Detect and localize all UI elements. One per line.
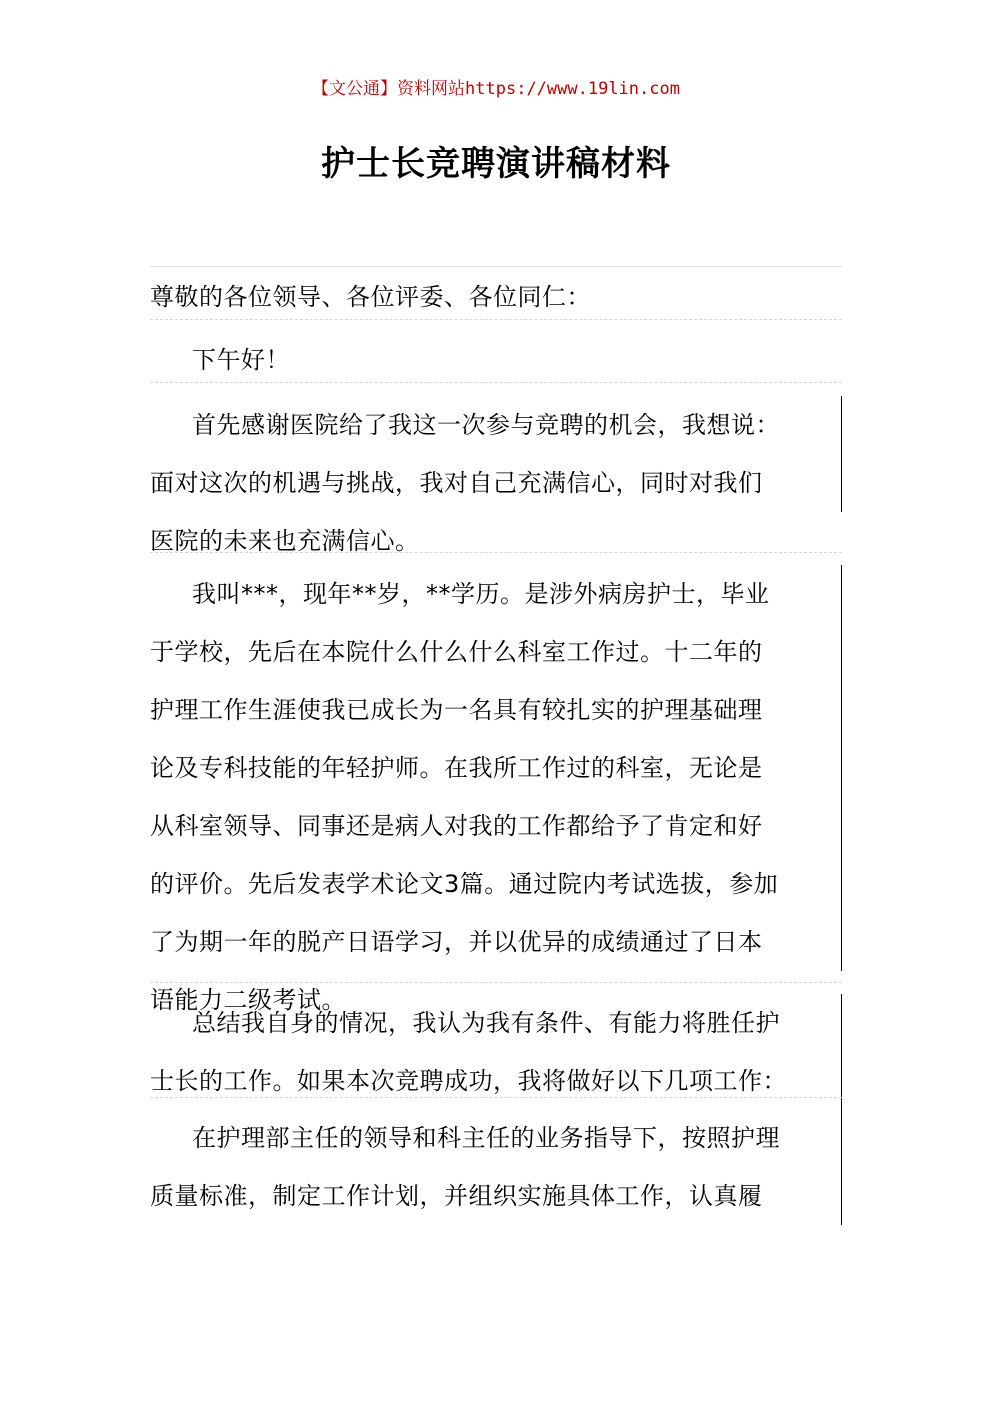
text-line: 面对这次的机遇与挑战，我对自己充满信心，同时对我们 — [150, 454, 842, 512]
text-line: 首先感谢医院给了我这一次参与竞聘的机会，我想说： — [150, 396, 842, 454]
text-line: 语能力二级考试。 — [150, 986, 346, 1014]
divider — [150, 266, 842, 267]
text-line: 在护理部主任的领导和科主任的业务指导下，按照护理 — [150, 1109, 842, 1167]
text-line: 尊敬的各位领导、各位评委、各位同仁： — [150, 283, 591, 311]
site-watermark: 【文公通】资料网站https://www.19lin.com — [312, 79, 680, 99]
paragraph-thanks — [150, 396, 842, 570]
text-line: 士长的工作。如果本次竞聘成功，我将做好以下几项工作： — [150, 1052, 842, 1110]
paragraph-salutation — [150, 268, 842, 326]
paragraph-greeting — [150, 331, 842, 389]
divider — [150, 552, 842, 553]
text-line: 论及专科技能的年轻护师。在我所工作过的科室，无论是 — [150, 739, 842, 797]
divider — [150, 319, 842, 320]
text-line: 我叫***，现年**岁，**学历。是涉外病房护士，毕业 — [150, 565, 842, 623]
divider — [150, 382, 842, 383]
text-line: 医院的未来也充满信心。 — [150, 527, 420, 555]
text-line: 总结我自身的情况，我认为我有条件、有能力将胜任护 — [150, 994, 842, 1052]
text-line: 的评价。先后发表学术论文3篇。通过院内考试选拔，参加 — [150, 855, 842, 913]
document-title: 护士长竞聘演讲稿材料 — [321, 144, 671, 184]
text-line: 护理工作生涯使我已成长为一名具有较扎实的护理基础理 — [150, 681, 842, 739]
paragraph-introduction — [150, 565, 842, 1029]
text-line: 从科室领导、同事还是病人对我的工作都给予了肯定和好 — [150, 797, 842, 855]
divider — [150, 982, 842, 983]
text-line: 下午好！ — [192, 346, 290, 374]
text-line: 质量标准，制定工作计划，并组织实施具体工作，认真履 — [150, 1167, 842, 1225]
text-line: 于学校，先后在本院什么什么什么科室工作过。十二年的 — [150, 623, 842, 681]
paragraph-summary — [150, 994, 842, 1110]
divider — [150, 1097, 842, 1098]
text-line: 了为期一年的脱产日语学习，并以优异的成绩通过了日本 — [150, 913, 842, 971]
paragraph-work-plan — [150, 1109, 842, 1225]
